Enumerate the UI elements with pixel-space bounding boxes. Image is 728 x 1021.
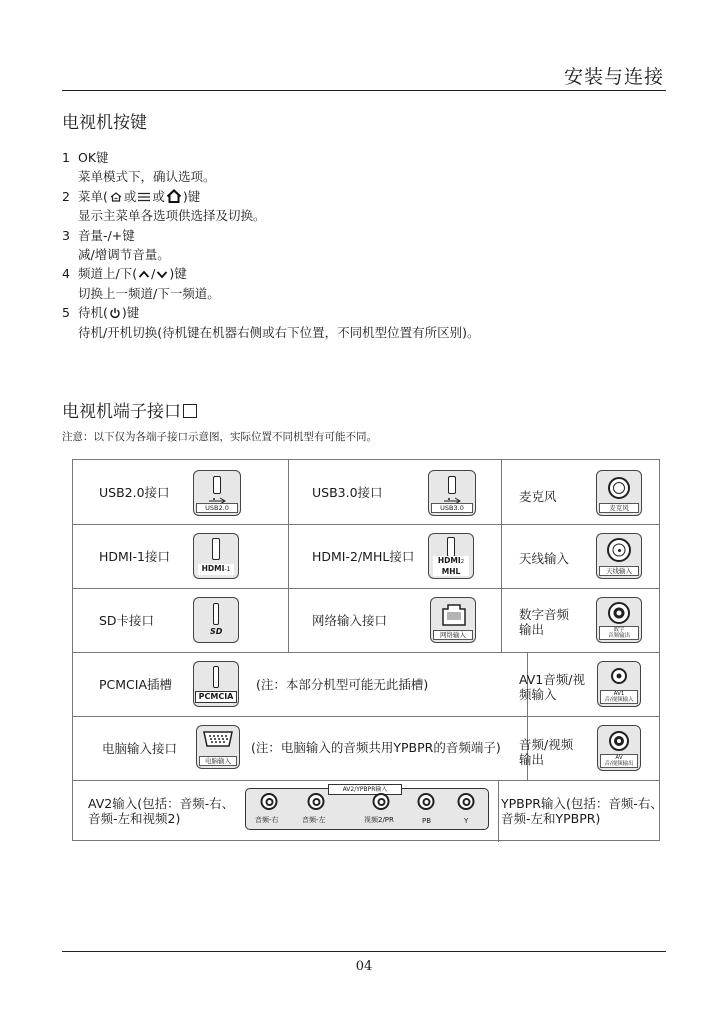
pcmcia-note: (注：本部分机型可能无此插槽)	[256, 677, 429, 692]
jack-audio-left	[308, 793, 325, 810]
home-icon	[166, 189, 182, 203]
ethernet-jack-icon	[441, 603, 467, 627]
footer-rule	[62, 951, 666, 952]
usb3-port-icon	[428, 470, 476, 516]
section-title-buttons: 电视机按键	[62, 113, 147, 133]
item-desc: 待机/开机切换(待机键在机器右侧或右下位置，不同机型位置有所区别)。	[78, 324, 480, 340]
ports-note: 注意：以下仅为各端子接口示意图，实际位置不同机型有可能不同。	[62, 431, 377, 443]
pc-label: 电脑输入接口	[102, 741, 178, 756]
jack-label: 音频-左	[302, 816, 326, 824]
home-outline-icon	[109, 191, 123, 203]
digital-audio-label: 数字音频 输出	[519, 607, 570, 637]
col-divider	[501, 460, 502, 652]
usb3-caption: USB3.0	[431, 503, 473, 513]
jack-label: Y	[464, 817, 469, 825]
usb2-port-icon	[193, 470, 241, 516]
jack-label: 音频-右	[255, 816, 279, 824]
mic-caption: 麦克风	[599, 503, 639, 513]
sd-port-icon	[193, 597, 239, 643]
col-divider	[288, 460, 289, 588]
av1-caption: AV1 音/视频输入	[600, 690, 638, 704]
pc-port-icon	[196, 725, 240, 769]
empty-square-glyph	[183, 404, 197, 418]
list-item: 1 OK键	[62, 150, 109, 165]
row-divider	[73, 588, 659, 589]
list-item: 4 频道上/下( / )键	[62, 266, 187, 282]
hdmi2-logo: HDMI	[437, 556, 461, 565]
hdmi2-label: HDMI-2/MHL接口	[312, 549, 415, 564]
jack-y	[458, 793, 475, 810]
jack-audio-right	[261, 793, 278, 810]
jack-label: PB	[422, 817, 432, 825]
list-item: 3 音量-/+键	[62, 227, 135, 243]
mic-port-icon	[596, 470, 642, 516]
row-divider	[73, 652, 659, 653]
av1-label: AV1音频/视 频输入	[519, 672, 585, 702]
chapter-title: 安装与连接	[563, 66, 664, 88]
mic-label: 麦克风	[519, 489, 557, 504]
item-desc: 切换上一频道/下一频道。	[78, 285, 220, 301]
col-divider	[288, 588, 289, 652]
hdmi1-logo: HDMI	[201, 564, 225, 573]
hdmi1-label: HDMI-1接口	[99, 549, 170, 564]
network-caption: 网络输入	[433, 630, 473, 640]
item-key: OK键	[78, 150, 109, 165]
pcmcia-port-icon	[193, 661, 239, 707]
network-port-icon	[430, 597, 476, 643]
av-out-caption: AV 音/视频输出	[600, 754, 638, 768]
digital-audio-caption: 数字 音频输出	[599, 626, 639, 640]
usb3-label: USB3.0接口	[312, 485, 383, 500]
antenna-port-icon	[596, 533, 642, 579]
item-key: 音量-/+键	[78, 227, 135, 243]
button-list	[62, 148, 479, 342]
power-icon	[109, 307, 121, 319]
header-rule	[62, 90, 666, 91]
pcmcia-logo: PCMCIA	[195, 691, 237, 703]
section-title-ports: 电视机端子接口	[62, 397, 197, 422]
sd-logo: SD	[210, 627, 223, 636]
antenna-label: 天线输入	[519, 551, 570, 566]
av1-port-icon	[597, 661, 641, 707]
mhl-logo: MHL	[433, 567, 469, 576]
item-desc: 菜单模式下，确认选项。	[78, 169, 216, 185]
usb2-caption: USB2.0	[196, 503, 238, 513]
hdmi1-port-icon: HDMI-1	[193, 533, 239, 579]
hdmi2-port-icon: HDMI2 MHL	[428, 533, 474, 579]
jack-label: 视频2/PR	[364, 816, 394, 824]
list-item: 5 待机( )键	[62, 305, 140, 321]
list-item: 2 菜单( 或 或 )键	[62, 188, 201, 204]
chevron-up-icon	[138, 269, 150, 280]
network-label: 网络输入接口	[312, 613, 388, 628]
ypbpr-label: YPBPR输入(包括：音频-右、 音频-左和YPBPR)	[501, 796, 663, 826]
row-divider	[73, 780, 659, 781]
item-desc: 显示主菜单各选项供选择及切换。	[78, 208, 266, 224]
chevron-down-icon	[156, 269, 168, 280]
vga-connector-icon	[203, 731, 233, 747]
jack-pb	[418, 793, 435, 810]
menu-lines-icon	[137, 191, 151, 203]
pcmcia-label: PCMCIA插槽	[99, 677, 173, 692]
av2-label: AV2输入(包括：音频-右、 音频-左和视频2)	[88, 796, 235, 826]
digital-audio-port-icon	[596, 597, 642, 643]
antenna-caption: 天线输入	[599, 566, 639, 576]
page-number: 04	[355, 959, 373, 974]
sd-label: SD卡接口	[99, 613, 155, 628]
pc-note: (注：电脑输入的音频共用YPBPR的音频端子)	[251, 740, 501, 755]
row-divider	[73, 524, 659, 525]
col-divider	[498, 780, 499, 842]
usb2-label: USB2.0接口	[99, 485, 170, 500]
av-out-label: 音频/视频 输出	[519, 737, 574, 767]
row-divider	[73, 716, 659, 717]
jack-video2-pr	[373, 793, 390, 810]
av2-bar-title: AV2/YPBPR输入	[328, 784, 402, 795]
av2-ypbpr-panel-icon	[245, 788, 489, 830]
item-desc: 减/增调节音量。	[78, 247, 170, 263]
pc-caption: 电脑输入	[199, 756, 237, 766]
av-out-port-icon	[597, 725, 641, 771]
